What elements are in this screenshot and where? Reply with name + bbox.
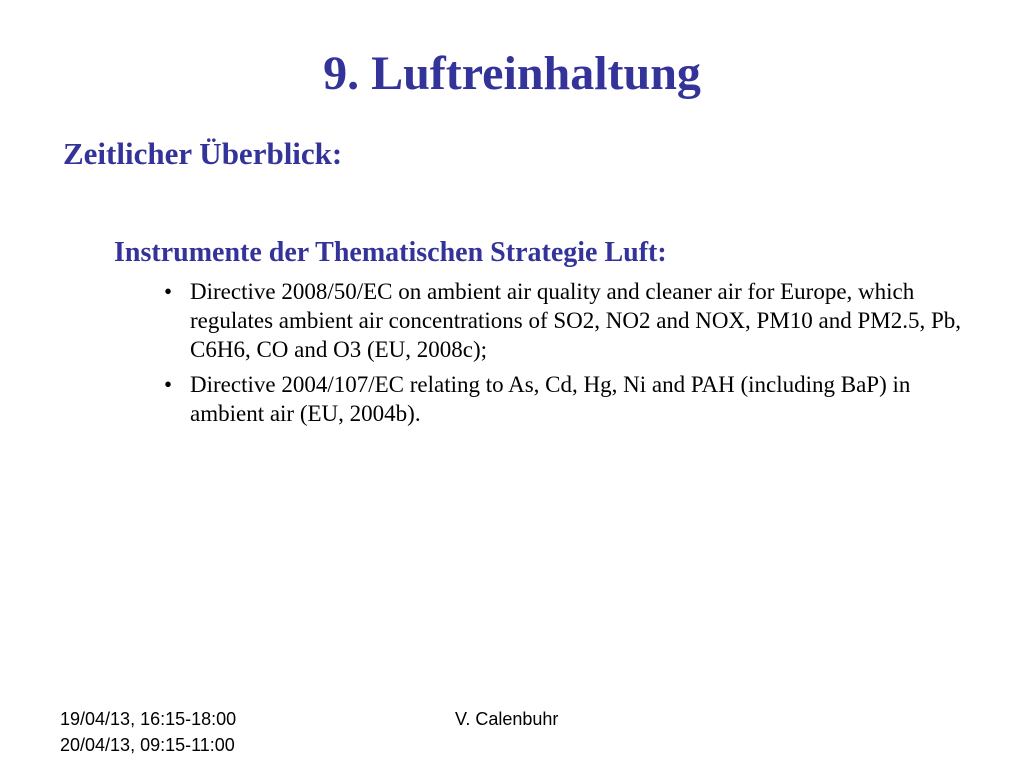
footer-date-line-1: 19/04/13, 16:15-18:00 xyxy=(60,709,237,729)
bullet-icon: • xyxy=(164,372,173,397)
bullet-text: Directive 2004/107/EC relating to As, Cd, Hg, Ni and PAH (including BaP) in ambient air (EU, 2004b). xyxy=(190,372,911,426)
footer-date-line-2: 20/04/13, 09:15-11:00 xyxy=(60,735,235,755)
footer-dates xyxy=(60,706,236,758)
bullet-list xyxy=(164,277,964,434)
slide-title: 9. Luftreinhaltung xyxy=(323,47,701,100)
section-heading: Instrumente der Thematischen Strategie Luft: xyxy=(114,237,667,268)
footer-author: V. Calenbuhr xyxy=(455,709,559,729)
bullet-text: Directive 2008/50/EC on ambient air quality and cleaner air for Europe, which regulates ambient air concentrations of SO2, NO2 and NOX, PM10 and PM2.5, Pb, C6H6, CO and O3 (EU, 2008c); xyxy=(190,279,962,362)
bullet-icon: • xyxy=(164,279,173,304)
bullet-item-directive-2008 xyxy=(164,277,964,364)
slide-subtitle: Zeitlicher Überblick: xyxy=(63,136,343,171)
bullet-item-directive-2004 xyxy=(164,370,964,428)
